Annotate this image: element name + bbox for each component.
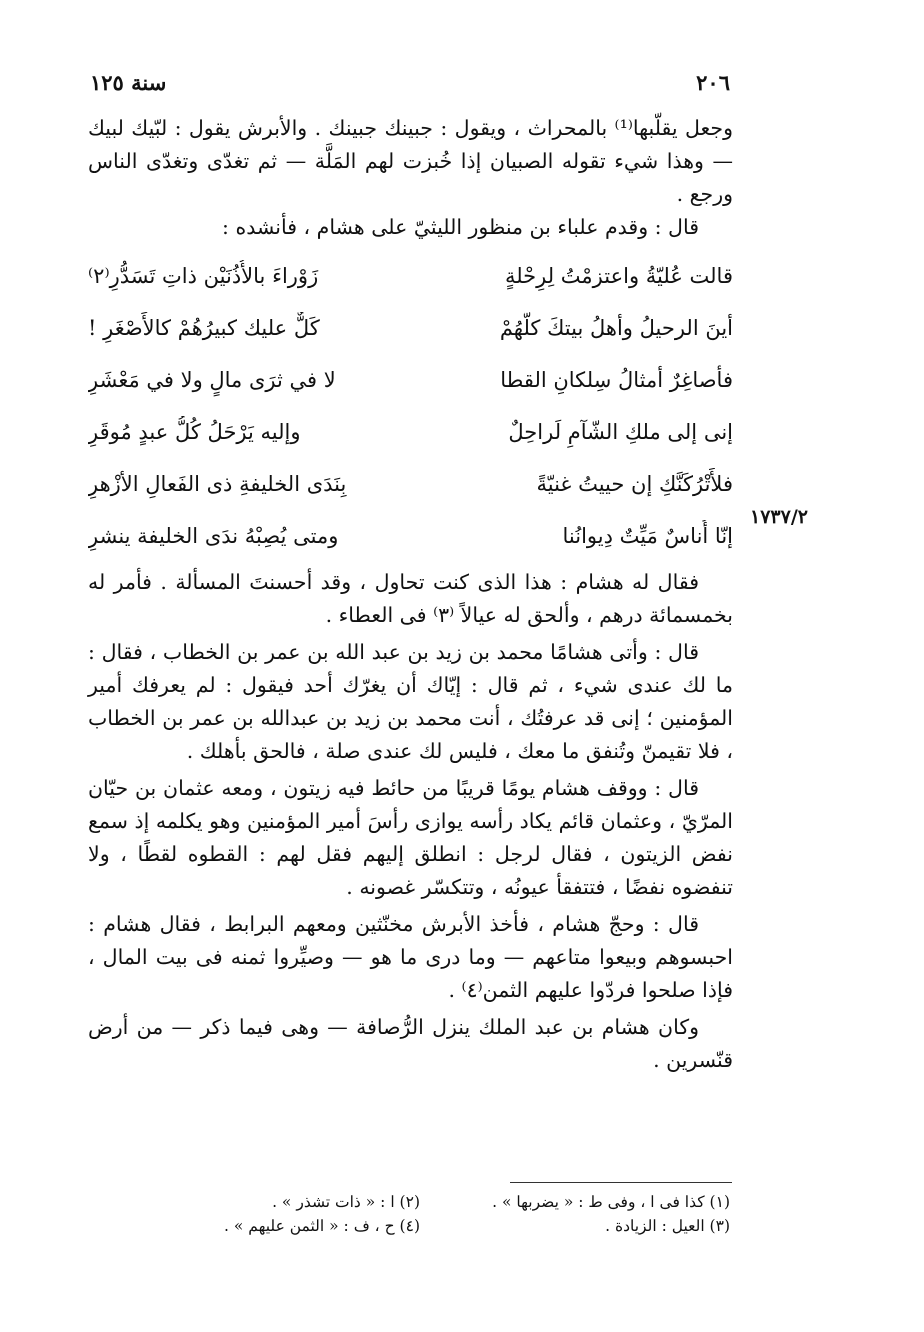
paragraph: فقال له هشام : هذا الذى كنت تحاول ، وقد أحسنتَ المسألة . فأمر له بخمسمائة درهم ، وألحق له عيالاً ⁽٣⁾ فى العطاء . — [88, 570, 733, 627]
footnote-1: (١) كذا فى ا ، وفى ط : « يضربها » . — [492, 1193, 730, 1211]
verse-line — [88, 250, 733, 302]
paragraph: قال : وحجّ هشام ، فأخذ الأبرش مخنّثين ومعهم البرابط ، فقال هشام : احبسوهم وبيعوا متاعهم — وما درى ما هو — وصيِّروا ثمنه فى بيت المال ، فإذا صلحوا فردّوا عليهم الثمن⁽٤⁾ . — [88, 912, 733, 1002]
page-header — [90, 70, 730, 95]
verse-first-hemistich: قالت عُليّةُ واعتزمْتُ لِرِحْلةٍ — [504, 263, 733, 288]
footnote-rule — [510, 1182, 732, 1183]
footnote-2: (٢) ا : « ذات تشذر » . — [272, 1193, 420, 1211]
verse-second-hemistich: بِنَدَى الخليفةِ ذى الفَعالِ الأزْهرِ — [88, 471, 347, 496]
verse-first-hemistich: فأصاغِرٌ أمثالُ سِلكانِ القطا — [500, 367, 733, 392]
paragraph: وكان هشام بن عبد الملك ينزل الرُّصافة — وهى فيما ذكر — من أرض قنّسرين . — [88, 1015, 733, 1072]
verse-second-hemistich: زَوْراءَ بالأُذُنَيْن ذاتِ تَسَدُّرِ⁽٢⁾ — [88, 263, 319, 288]
verse-line — [88, 510, 733, 562]
paragraph: وجعل يقلّبها⁽¹⁾ بالمحراث ، ويقول : جبينك جبينك . والأبرش يقول : لبّيك لبيك — وهذا شيء تقوله الصبيان إذا خُبزت لهم المَلَّة — ثم تغدّى وتغدّى الناس ورجع . — [88, 116, 733, 206]
verse-first-hemistich: إنّا أُناسٌ مَيِّتٌ دِيوانُنا — [562, 523, 733, 548]
verse-second-hemistich: ومتى يُصِبْهُ ندَى الخليفة ينشرِ — [88, 523, 339, 548]
page-number: ٢٠٦ — [696, 70, 730, 95]
footnote-3: (٣) العيل : الزيادة . — [605, 1217, 730, 1235]
verse-first-hemistich: أينَ الرحيلُ وأهلُ بيتكَ كلُّهُمْ — [499, 315, 733, 340]
verse-second-hemistich: لا في ثرَى مالٍ ولا في مَعْشَرِ — [88, 367, 336, 392]
paragraph: قال : وقدم علباء بن منظور الليثيّ على هشام ، فأنشده : — [222, 215, 699, 239]
running-head-year: سنة ١٢٥ — [90, 70, 167, 95]
footnote-4: (٤) ح ، ف : « الثمن عليهم » . — [224, 1217, 420, 1235]
verse-first-hemistich: إنى إلى ملكِ الشّآمِ لَراحِلٌ — [508, 419, 733, 444]
verse-first-hemistich: فلأَتْرُكَنَّكِ إن حييتُ غنيّةً — [536, 471, 733, 496]
footnote-row — [110, 1190, 730, 1214]
margin-reference: ١٧٣٧/٢ — [750, 506, 808, 528]
paragraph: قال : ووقف هشام يومًا قريبًا من حائط فيه زيتون ، ومعه عثمان بن حيّان المرّيّ ، وعثمان قائم يكاد رأسه يوازى رأسَ أمير المؤمنين وهو يكلمه إذ سمع نفض الزيتون ، فقال لرجل : انطلق إليهم فقل لهم : القطوه لقطًا ، ولا تنفضوه نفضًا ، فتتفقأ عيونُه ، وتتكسّر غصونه . — [88, 776, 733, 899]
paragraph: قال : وأتى هشامًا محمد بن زيد بن عبد الله بن عمر بن الخطاب ، فقال : ما لك عندى شيء ، ثم قال : إيّاك أن يغرّك أحد فيقول : لم يعرفك أمير المؤمنين ؛ إنى قد عرفتُك ، أنت محمد بن زيد بن عبدالله بن عمر بن الخطاب ، فلا تقيمنّ وتُنفق ما معك ، فليس لك عندى صلة ، فالحق بأهلك . — [88, 640, 733, 763]
verse-line — [88, 458, 733, 510]
verse-line — [88, 406, 733, 458]
verse-second-hemistich: كَلٌّ عليك كبيرُهُمْ كالأَصْغَرِ ! — [88, 315, 320, 340]
main-text — [88, 112, 733, 1077]
verse-second-hemistich: وإليه يَرْحَلُ كُلُّ عبدٍ مُوقَرِ — [88, 419, 301, 444]
poem — [88, 250, 733, 562]
footnotes — [110, 1190, 730, 1238]
footnote-row — [110, 1214, 730, 1238]
verse-line — [88, 302, 733, 354]
verse-line — [88, 354, 733, 406]
